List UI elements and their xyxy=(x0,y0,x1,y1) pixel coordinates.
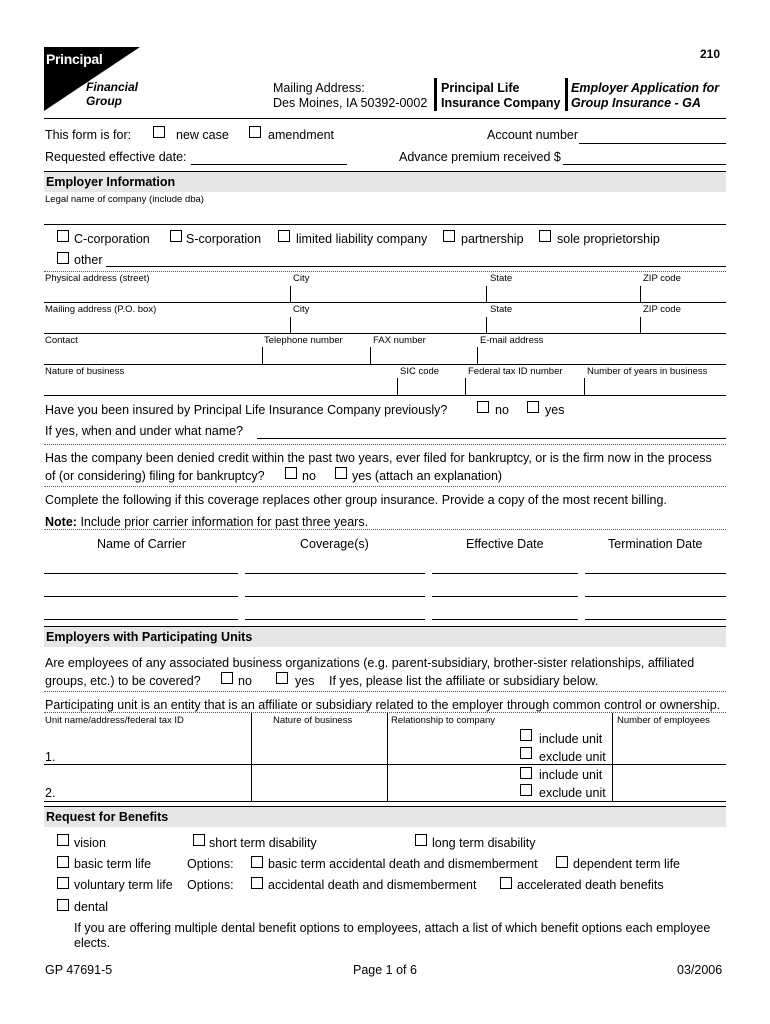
note-text: Include prior carrier information for past three years. xyxy=(80,515,369,529)
llc-label: limited liability company xyxy=(296,232,428,246)
unit-row-2[interactable] xyxy=(44,801,726,802)
effective-date-label: Requested effective date: xyxy=(45,150,187,164)
benefits-heading: Request for Benefits xyxy=(46,810,169,824)
carrier-coverage-field-3[interactable] xyxy=(245,619,425,620)
employer-heading: Employer Information xyxy=(46,175,176,189)
carrier-col-termination: Termination Date xyxy=(608,537,703,551)
row-divider xyxy=(44,271,726,272)
logo-name: Principal xyxy=(46,51,103,67)
carrier-termination-field-1[interactable] xyxy=(585,573,726,574)
units-no-label: no xyxy=(238,674,252,688)
units-no-checkbox[interactable] xyxy=(221,672,233,684)
insured-question: Have you been insured by Principal Life Insurance Company previously? xyxy=(45,403,448,417)
cell-divider xyxy=(584,378,585,395)
dental-note-line1: If you are offering multiple dental benefit options to employees, attach a list of which benefit options each employee xyxy=(74,921,711,935)
cell-divider xyxy=(370,347,371,364)
employer-section-header xyxy=(44,171,726,192)
credit-question-line1: Has the company been denied credit within the past two years, ever filed for bankruptcy, or is the firm now in the process xyxy=(45,451,712,465)
mailing-address: Des Moines, IA 50392-0002 xyxy=(273,96,428,110)
footer-form-id: GP 47691-5 xyxy=(45,963,113,977)
basic-life-label: basic term life xyxy=(74,857,152,871)
carrier-name-field-3[interactable] xyxy=(44,619,238,620)
c-corp-checkbox[interactable] xyxy=(57,230,69,242)
row-divider xyxy=(44,712,726,713)
unit1-include-checkbox[interactable] xyxy=(520,729,532,741)
form-title-line2: Group Insurance - GA xyxy=(571,96,701,110)
carrier-termination-field-2[interactable] xyxy=(585,596,726,597)
units-col-relationship: Relationship to company xyxy=(391,715,496,726)
new-case-checkbox[interactable] xyxy=(153,126,165,138)
cell-divider xyxy=(612,713,613,801)
cell-divider xyxy=(640,286,641,302)
city-label: City xyxy=(293,273,310,284)
llc-checkbox[interactable] xyxy=(278,230,290,242)
dependent-life-label: dependent term life xyxy=(573,857,681,871)
carrier-effective-field-2[interactable] xyxy=(432,596,578,597)
principal-logo xyxy=(44,47,140,111)
unit-row-1[interactable] xyxy=(44,764,726,765)
units-yes-tail: If yes, please list the affiliate or subsidiary below. xyxy=(329,674,599,688)
carrier-name-field-1[interactable] xyxy=(44,573,238,574)
state-label: State xyxy=(490,273,513,284)
credit-yes-label: yes (attach an explanation) xyxy=(352,469,503,483)
carrier-termination-field-3[interactable] xyxy=(585,619,726,620)
sole-prop-label: sole proprietorship xyxy=(557,232,660,246)
footer-date: 03/2006 xyxy=(677,963,723,977)
dental-checkbox[interactable] xyxy=(57,899,69,911)
email-label: E-mail address xyxy=(480,335,544,346)
unit2-include-label: include unit xyxy=(539,768,603,782)
form-number: 210 xyxy=(700,47,721,61)
note-line xyxy=(45,515,368,529)
vision-label: vision xyxy=(74,836,106,850)
fax-label: FAX number xyxy=(373,335,426,346)
contact-field[interactable] xyxy=(44,364,726,365)
ltd-label: long term disability xyxy=(432,836,536,850)
ltd-checkbox[interactable] xyxy=(415,834,427,846)
insured-yes-checkbox[interactable] xyxy=(527,401,539,413)
basic-life-options-label: Options: xyxy=(187,857,234,871)
legal-name-label: Legal name of company (include dba) xyxy=(45,194,204,205)
carrier-effective-field-3[interactable] xyxy=(432,619,578,620)
insured-no-checkbox[interactable] xyxy=(477,401,489,413)
units-heading: Employers with Participating Units xyxy=(46,630,253,644)
form-title-line1: Employer Application for xyxy=(571,81,720,95)
contact-label: Contact xyxy=(45,335,78,346)
dental-label: dental xyxy=(74,900,109,914)
cell-divider xyxy=(477,347,478,364)
state-label: State xyxy=(490,304,513,315)
cell-divider xyxy=(387,713,388,801)
row-divider xyxy=(44,444,726,445)
unit2-exclude-label: exclude unit xyxy=(539,786,606,800)
logo-sub1: Financial xyxy=(86,80,139,94)
insured-yes-label: yes xyxy=(545,403,565,417)
physical-address-label: Physical address (street) xyxy=(45,273,150,284)
cell-divider xyxy=(640,317,641,333)
insured-no-label: no xyxy=(495,403,509,417)
sic-label: SIC code xyxy=(400,366,440,377)
advance-premium-field[interactable] xyxy=(563,164,726,165)
add-label: accidental death and dismemberment xyxy=(268,878,477,892)
units-question-line1: Are employees of any associated business organizations (e.g. parent-subsidiary, brother-sister relationships, affiliated xyxy=(45,656,695,670)
row-divider xyxy=(44,529,726,530)
unit2-exclude-checkbox[interactable] xyxy=(520,784,532,796)
carrier-col-effective: Effective Date xyxy=(466,537,544,551)
sole-prop-checkbox[interactable] xyxy=(539,230,551,242)
legal-name-field[interactable] xyxy=(44,224,726,225)
credit-no-checkbox[interactable] xyxy=(285,467,297,479)
credit-yes-checkbox[interactable] xyxy=(335,467,347,479)
basic-add-checkbox[interactable] xyxy=(251,856,263,868)
cell-divider xyxy=(290,317,291,333)
form-for-label: This form is for: xyxy=(45,128,132,142)
carrier-coverage-field-1[interactable] xyxy=(245,573,425,574)
accelerated-checkbox[interactable] xyxy=(500,877,512,889)
nature-field[interactable] xyxy=(44,395,726,396)
vision-checkbox[interactable] xyxy=(57,834,69,846)
carrier-col-name: Name of Carrier xyxy=(97,537,186,551)
benefits-section-header xyxy=(44,806,726,827)
mailing-label: Mailing Address: xyxy=(273,81,365,95)
row-divider xyxy=(44,486,726,487)
unit1-exclude-checkbox[interactable] xyxy=(520,747,532,759)
advance-premium-label: Advance premium received $ xyxy=(399,150,561,164)
cell-divider xyxy=(465,378,466,395)
units-definition: Participating unit is an entity that is an affiliate or subsidiary related to the employer through common control or ownership. xyxy=(45,698,721,712)
voluntary-life-label: voluntary term life xyxy=(74,878,173,892)
std-checkbox[interactable] xyxy=(193,834,205,846)
telephone-label: Telephone number xyxy=(264,335,343,346)
dependent-life-checkbox[interactable] xyxy=(556,856,568,868)
physical-address-field[interactable] xyxy=(44,302,726,303)
other-label: other xyxy=(74,253,103,267)
header-divider xyxy=(434,78,437,111)
unit1-exclude-label: exclude unit xyxy=(539,750,606,764)
amendment-checkbox[interactable] xyxy=(249,126,261,138)
city-label: City xyxy=(293,304,310,315)
zip-label: ZIP code xyxy=(643,304,681,315)
unit1-include-label: include unit xyxy=(539,732,603,746)
fed-tax-label: Federal tax ID number xyxy=(468,366,563,377)
partnership-label: partnership xyxy=(461,232,524,246)
zip-label: ZIP code xyxy=(643,273,681,284)
years-label: Number of years in business xyxy=(587,366,708,377)
accelerated-label: accelerated death benefits xyxy=(517,878,664,892)
credit-question-line2: of (or considering) filing for bankruptcy? xyxy=(45,469,265,483)
cell-divider xyxy=(397,378,398,395)
footer-page-number: Page 1 of 6 xyxy=(353,963,417,977)
cell-divider xyxy=(251,713,252,801)
header-divider xyxy=(565,78,568,111)
units-col-name: Unit name/address/federal tax ID xyxy=(45,715,184,726)
when-question: If yes, when and under what name? xyxy=(45,424,244,438)
voluntary-life-checkbox[interactable] xyxy=(57,877,69,889)
amendment-label: amendment xyxy=(268,128,335,142)
mailing-pobox-label: Mailing address (P.O. box) xyxy=(45,304,157,315)
dental-note-line2: elects. xyxy=(74,936,111,950)
c-corp-label: C-corporation xyxy=(74,232,150,246)
cell-divider xyxy=(290,286,291,302)
new-case-label: new case xyxy=(176,128,229,142)
account-number-field[interactable] xyxy=(579,143,726,144)
other-checkbox[interactable] xyxy=(57,252,69,264)
unit-row-2-number: 2. xyxy=(45,786,56,800)
carrier-coverage-field-2[interactable] xyxy=(245,596,425,597)
nature-label: Nature of business xyxy=(45,366,125,377)
s-corp-checkbox[interactable] xyxy=(170,230,182,242)
replace-question: Complete the following if this coverage replaces other group insurance. Provide a copy of the most recent billing. xyxy=(45,493,667,507)
units-yes-label: yes xyxy=(295,674,315,688)
units-section-header xyxy=(44,626,726,647)
effective-date-field[interactable] xyxy=(191,164,347,165)
units-col-employees: Number of employees xyxy=(617,715,710,726)
cell-divider xyxy=(262,347,263,364)
unit-row-1-number: 1. xyxy=(45,750,56,764)
credit-no-label: no xyxy=(302,469,316,483)
account-number-label: Account number xyxy=(487,128,579,142)
units-col-nature: Nature of business xyxy=(273,715,353,726)
row-divider xyxy=(44,691,726,692)
partnership-checkbox[interactable] xyxy=(443,230,455,242)
cell-divider xyxy=(486,317,487,333)
logo-sub2: Group xyxy=(86,94,122,108)
company-line1: Principal Life xyxy=(441,81,520,95)
units-question-line2: groups, etc.) to be covered? xyxy=(45,674,201,688)
other-field[interactable] xyxy=(106,266,726,267)
unit2-include-checkbox[interactable] xyxy=(520,767,532,779)
s-corp-label: S-corporation xyxy=(186,232,262,246)
note-label: Note: xyxy=(45,515,77,529)
header-rule xyxy=(44,118,726,119)
carrier-effective-field-1[interactable] xyxy=(432,573,578,574)
add-checkbox[interactable] xyxy=(251,877,263,889)
basic-life-checkbox[interactable] xyxy=(57,856,69,868)
carrier-col-coverage: Coverage(s) xyxy=(300,537,369,551)
units-yes-checkbox[interactable] xyxy=(276,672,288,684)
mailing-address-field[interactable] xyxy=(44,333,726,334)
carrier-name-field-2[interactable] xyxy=(44,596,238,597)
when-field[interactable] xyxy=(257,438,726,439)
company-line2: Insurance Company xyxy=(441,96,561,110)
voluntary-options-label: Options: xyxy=(187,878,234,892)
basic-add-label: basic term accidental death and dismemberment xyxy=(268,857,538,871)
cell-divider xyxy=(486,286,487,302)
std-label: short term disability xyxy=(209,836,317,850)
